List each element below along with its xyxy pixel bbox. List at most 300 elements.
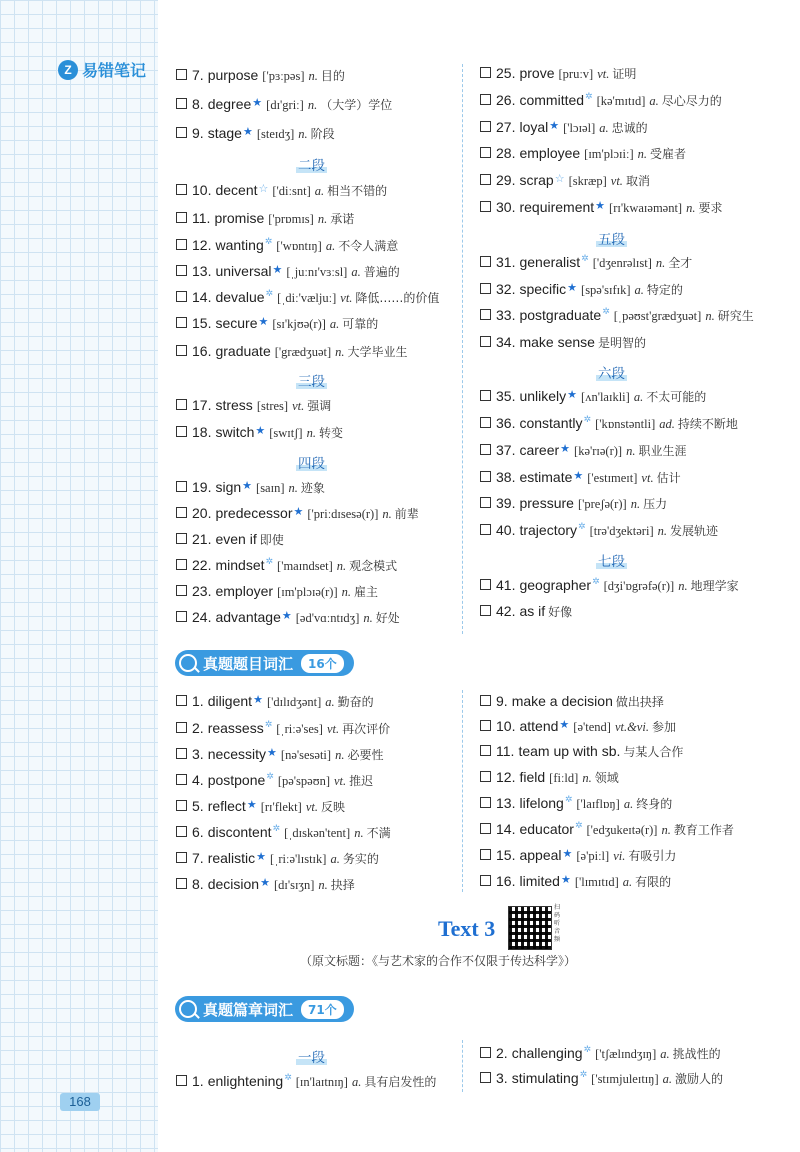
star-icon: ★ — [256, 850, 267, 863]
part-of-speech: ad. — [659, 417, 675, 431]
phonetic: ['priːdɪsesə(r)] — [307, 507, 379, 521]
part-of-speech: n. — [306, 426, 316, 440]
vocab-entry — [176, 124, 335, 144]
vocab-number: 3. — [496, 1070, 508, 1086]
checkbox[interactable] — [176, 559, 187, 570]
chinese-meaning: 发展轨迹 — [669, 524, 718, 538]
phonetic: ['laɪflɒŋ] — [576, 797, 620, 811]
checkbox[interactable] — [480, 695, 491, 706]
vocab-number: 1. — [192, 1073, 204, 1089]
star-icon: ★ — [252, 96, 263, 109]
vocab-word: requirement — [519, 199, 595, 215]
vocab-entry — [480, 768, 619, 787]
chinese-meaning: 忠诚的 — [611, 121, 648, 135]
chinese-meaning: 雇主 — [354, 585, 379, 599]
vocab-word: mindset — [215, 557, 265, 573]
vocab-word: graduate — [215, 343, 271, 359]
part-of-speech: n. — [661, 823, 671, 837]
part-of-speech: n. — [318, 878, 328, 892]
vocab-word: enlightening — [207, 1073, 284, 1089]
phonetic: [kə'rɪə(r)] — [574, 444, 623, 458]
vocab-word: even if — [215, 531, 257, 547]
phonetic: [əd'vɑːntɪdʒ] — [295, 611, 360, 625]
part-of-speech: a. — [633, 390, 644, 404]
phonetic: [sɪ'kjʊə(r)] — [272, 317, 326, 331]
sparkle-icon: ✲ — [265, 289, 274, 299]
part-of-speech: vi. — [613, 849, 626, 863]
phonetic: ['maɪndset] — [277, 559, 333, 573]
checkbox[interactable] — [480, 524, 491, 535]
vocab-word: sign — [215, 479, 242, 495]
part-of-speech: a. — [623, 797, 634, 811]
checkbox[interactable] — [480, 94, 491, 105]
vocab-word: decision — [207, 876, 260, 892]
phonetic: ['pɜːpəs] — [262, 69, 305, 83]
para-title: 六段 — [598, 362, 625, 382]
chinese-meaning: 迹象 — [300, 481, 325, 495]
chinese-meaning: 承诺 — [330, 212, 355, 226]
checkbox[interactable] — [480, 67, 491, 78]
chinese-meaning: 转变 — [318, 426, 343, 440]
part-of-speech: a. — [622, 875, 633, 889]
phonetic: [nə'sesəti] — [280, 748, 332, 762]
text-title: Text 3 — [438, 916, 496, 941]
checkbox[interactable] — [480, 256, 491, 267]
checkbox[interactable] — [176, 69, 187, 80]
vocab-word: geographer — [519, 577, 592, 593]
grid-margin — [0, 0, 158, 1152]
vocab-entry — [480, 333, 646, 352]
checkbox[interactable] — [176, 878, 187, 889]
part-of-speech: n. — [307, 98, 318, 112]
vocab-entry — [176, 1072, 436, 1093]
part-of-speech: n. — [678, 579, 688, 593]
checkbox[interactable] — [480, 720, 491, 731]
vocab-number: 5. — [192, 798, 204, 814]
search-icon — [179, 1000, 197, 1018]
checkbox[interactable] — [480, 471, 491, 482]
checkbox[interactable] — [176, 722, 187, 733]
vocab-word: team up with sb. — [518, 743, 621, 759]
part-of-speech: a. — [660, 1047, 670, 1061]
vocab-number: 16. — [192, 343, 212, 359]
phonetic: [ˌriːə'ses] — [276, 722, 323, 736]
checkbox[interactable] — [176, 345, 187, 356]
chinese-meaning: 领域 — [594, 771, 619, 785]
checkbox[interactable] — [480, 771, 491, 782]
phonetic: ['lɪmɪtɪd] — [574, 875, 619, 889]
checkbox[interactable] — [176, 265, 187, 276]
checkbox[interactable] — [480, 336, 491, 347]
para-title: 二段 — [298, 154, 325, 174]
star-icon: ☆ — [554, 172, 565, 185]
checkbox[interactable] — [176, 585, 187, 596]
sparkle-icon: ✲ — [578, 522, 586, 532]
vocab-entry — [176, 478, 325, 498]
phonetic: [trə'dʒektəri] — [589, 524, 654, 538]
vocab-word: loyal — [519, 119, 549, 135]
checkbox[interactable] — [480, 283, 491, 294]
vocab-word: trajectory — [519, 522, 578, 538]
vocab-entry — [176, 530, 284, 549]
chinese-meaning: 不满 — [366, 826, 391, 840]
vocab-entry — [176, 692, 374, 712]
phonetic: ['wɒntɪŋ] — [276, 239, 322, 253]
para-title: 三段 — [298, 370, 325, 390]
vocab-number: 8. — [192, 96, 204, 112]
para-title: 七段 — [598, 550, 625, 570]
vocab-entry — [176, 288, 439, 309]
vocab-number: 18. — [192, 424, 212, 440]
vocab-number: 12. — [192, 237, 212, 253]
vocab-number: 8. — [192, 876, 204, 892]
part-of-speech: a. — [329, 317, 340, 331]
vocab-number: 34. — [496, 334, 516, 350]
chinese-meaning: 不令人满意 — [338, 239, 399, 253]
sparkle-icon: ✲ — [602, 307, 610, 317]
checkbox[interactable] — [480, 309, 491, 320]
checkbox[interactable] — [480, 1072, 491, 1083]
section-header — [175, 996, 354, 1022]
chinese-meaning: 观念模式 — [349, 559, 398, 573]
vocab-number: 11. — [496, 743, 515, 759]
page-number: 168 — [60, 1093, 100, 1111]
vocab-word: diligent — [207, 693, 253, 709]
sparkle-icon: ✲ — [564, 795, 573, 805]
star-icon: ★ — [560, 442, 571, 455]
chinese-meaning: 具有启发性的 — [364, 1075, 437, 1089]
vocab-entry — [480, 576, 739, 597]
phonetic: [pruːv] — [558, 67, 594, 81]
phonetic: ['grædʒuət] — [274, 345, 332, 359]
star-icon: ☆ — [258, 182, 269, 195]
vocab-word: stage — [207, 125, 242, 141]
checkbox[interactable] — [480, 823, 491, 834]
section-title: 真题篇章词汇 — [203, 1000, 294, 1019]
vocab-number: 31. — [496, 254, 516, 270]
phonetic: [fiːld] — [549, 771, 579, 785]
phonetic: [ʌn'laɪkli] — [581, 390, 630, 404]
section-badge — [175, 996, 354, 1022]
vocab-entry — [480, 692, 664, 711]
chinese-meaning: 前辈 — [394, 507, 419, 521]
phonetic: [dʒi'ɒgrəfə(r)] — [603, 579, 675, 593]
vocab-entry — [176, 582, 378, 601]
vocab-entry — [176, 771, 373, 792]
vocab-word: necessity — [207, 746, 267, 762]
vocab-entry — [480, 118, 648, 138]
checkbox[interactable] — [480, 121, 491, 132]
part-of-speech: n. — [637, 147, 648, 161]
vocab-entry — [480, 846, 676, 866]
qr-code-icon[interactable] — [508, 906, 552, 950]
vocab-number: 38. — [496, 469, 516, 485]
part-of-speech: vt.&vi. — [614, 720, 649, 734]
part-of-speech: a. — [351, 265, 361, 279]
vocab-entry — [480, 794, 672, 815]
vocab-number: 29. — [496, 172, 516, 188]
vocab-number: 32. — [496, 281, 516, 297]
phonetic: [ˌjuːnɪ'vɜːsl] — [286, 265, 348, 279]
sparkle-icon: ✲ — [581, 254, 589, 264]
vocab-word: make sense — [519, 334, 595, 350]
vocab-number: 2. — [496, 1045, 508, 1061]
vocab-word: reflect — [207, 798, 246, 814]
part-of-speech: n. — [335, 748, 345, 762]
chinese-meaning: 压力 — [643, 497, 668, 511]
checkbox[interactable] — [176, 317, 187, 328]
chinese-meaning: 降低……的价值 — [355, 291, 440, 305]
vocab-entry — [176, 209, 354, 228]
part-of-speech: n. — [582, 771, 592, 785]
vocab-entry — [480, 171, 650, 191]
vocab-word: universal — [215, 263, 272, 279]
vocab-number: 40. — [496, 522, 516, 538]
chinese-meaning: 好像 — [548, 605, 573, 619]
checkbox[interactable] — [176, 481, 187, 492]
vocab-word: appeal — [519, 847, 562, 863]
vocab-word: degree — [207, 96, 252, 112]
vocab-number: 10. — [496, 718, 516, 734]
vocab-word: challenging — [511, 1045, 583, 1061]
part-of-speech: n. — [336, 559, 347, 573]
chinese-meaning: 是明智的 — [597, 336, 646, 350]
sparkle-icon: ✲ — [264, 237, 273, 247]
vocab-word: estimate — [519, 469, 573, 485]
vocab-word: decent — [215, 182, 258, 198]
chinese-meaning: 取消 — [625, 174, 650, 188]
vocab-number: 16. — [496, 873, 516, 889]
checkbox[interactable] — [480, 1047, 491, 1058]
vocab-number: 14. — [496, 821, 516, 837]
star-icon: ★ — [272, 263, 283, 276]
vocab-entry — [176, 556, 397, 577]
chinese-meaning: 职业生涯 — [638, 444, 687, 458]
vocab-number: 22. — [192, 557, 212, 573]
chinese-meaning: 可靠的 — [342, 317, 379, 331]
vocab-number: 21. — [192, 531, 212, 547]
vocab-word: secure — [215, 315, 258, 331]
checkbox[interactable] — [480, 849, 491, 860]
vocab-word: prove — [519, 65, 555, 81]
checkbox[interactable] — [176, 291, 187, 302]
vocab-number: 37. — [496, 442, 516, 458]
vocab-word: wanting — [215, 237, 264, 253]
original-title: （原文标题：《与艺术家的合作不仅限于传达科学》） — [300, 954, 577, 968]
vocab-number: 26. — [496, 92, 516, 108]
chinese-meaning: 挑战性的 — [672, 1047, 721, 1061]
section-badge — [175, 650, 354, 676]
chinese-meaning: 再次评价 — [342, 722, 391, 736]
vocab-number: 6. — [192, 824, 204, 840]
part-of-speech: n. — [655, 256, 666, 270]
vocab-word: limited — [519, 873, 560, 889]
vocab-entry — [480, 602, 572, 621]
checkbox[interactable] — [480, 497, 491, 508]
vocab-word: specific — [519, 281, 567, 297]
vocab-word: pressure — [519, 495, 574, 511]
part-of-speech: vt. — [326, 722, 340, 736]
vocab-number: 9. — [496, 693, 508, 709]
chinese-meaning: 反映 — [320, 800, 345, 814]
checkbox[interactable] — [480, 875, 491, 886]
vocab-number: 36. — [496, 415, 516, 431]
phonetic: [ə'piːl] — [576, 849, 610, 863]
vocab-number: 7. — [192, 850, 204, 866]
vocab-entry — [480, 742, 683, 761]
brand-label: 易错笔记 — [82, 61, 147, 80]
vocab-word: postpone — [207, 772, 266, 788]
vocab-entry — [480, 414, 738, 435]
vocab-entry — [480, 280, 683, 300]
checkbox[interactable] — [480, 745, 491, 756]
section-header — [175, 650, 354, 676]
vocab-number: 39. — [496, 495, 516, 511]
phonetic: [ˌdiː'væljuː] — [277, 291, 337, 305]
phonetic: [pə'spəʊn] — [277, 774, 330, 788]
checkbox[interactable] — [176, 239, 187, 250]
part-of-speech: a. — [351, 1075, 362, 1089]
chinese-meaning: 估计 — [656, 471, 681, 485]
chinese-meaning: 激励人的 — [675, 1072, 724, 1086]
chinese-meaning: 教育工作者 — [673, 823, 734, 837]
checkbox[interactable] — [480, 174, 491, 185]
sparkle-icon: ✲ — [264, 720, 273, 730]
checkbox[interactable] — [176, 852, 187, 863]
chinese-meaning: 终身的 — [636, 797, 673, 811]
vocab-number: 28. — [496, 145, 516, 161]
star-icon: ★ — [293, 505, 304, 518]
vocab-word: purpose — [207, 67, 259, 83]
phonetic: ['tʃælɪndʒɪŋ] — [595, 1047, 657, 1061]
brand-logo-icon: Z — [58, 60, 78, 80]
checkbox[interactable] — [176, 1075, 187, 1086]
checkbox[interactable] — [176, 748, 187, 759]
checkbox[interactable] — [480, 605, 491, 616]
vocab-entry — [176, 262, 400, 282]
vocab-word: field — [519, 769, 546, 785]
para-title: 一段 — [298, 1046, 325, 1066]
checkbox[interactable] — [176, 800, 187, 811]
sparkle-icon: ✲ — [266, 772, 274, 782]
checkbox[interactable] — [480, 444, 491, 455]
chinese-meaning: 有吸引力 — [628, 849, 677, 863]
checkbox[interactable] — [480, 797, 491, 808]
part-of-speech: n. — [335, 345, 345, 359]
part-of-speech: n. — [686, 201, 696, 215]
phonetic: ['lɔɪəl] — [563, 121, 596, 135]
vocab-word: generalist — [519, 254, 581, 270]
part-of-speech: vt. — [334, 774, 347, 788]
search-icon — [179, 654, 197, 672]
checkbox[interactable] — [176, 426, 187, 437]
chinese-meaning: 强调 — [307, 399, 332, 413]
vocab-word: discontent — [207, 824, 272, 840]
checkbox[interactable] — [176, 507, 187, 518]
vocab-entry — [480, 872, 671, 892]
chinese-meaning: 特定的 — [646, 283, 683, 297]
star-icon: ★ — [253, 693, 263, 706]
vocab-word: lifelong — [519, 795, 564, 811]
sparkle-icon: ✲ — [592, 577, 600, 587]
chinese-meaning: 证明 — [612, 67, 637, 81]
phonetic: [spə'sɪfɪk] — [581, 283, 631, 297]
vocab-entry — [480, 820, 734, 841]
phonetic: [ɪn'laɪtnɪŋ] — [295, 1075, 348, 1089]
checkbox[interactable] — [176, 184, 187, 195]
checkbox[interactable] — [176, 533, 187, 544]
phonetic: [rɪ'kwaɪəmənt] — [609, 201, 683, 215]
vocab-word: predecessor — [215, 505, 293, 521]
phonetic: ['estɪmeɪt] — [587, 471, 638, 485]
vocab-number: 41. — [496, 577, 516, 593]
checkbox[interactable] — [176, 127, 187, 138]
phonetic: ['edʒukeɪtə(r)] — [586, 823, 658, 837]
checkbox[interactable] — [176, 399, 187, 410]
vocab-entry — [176, 875, 355, 895]
vocab-number: 2. — [192, 720, 204, 736]
phonetic: ['kɒnstəntli] — [595, 417, 656, 431]
checkbox[interactable] — [480, 417, 491, 428]
phonetic: [kə'mɪtɪd] — [596, 94, 646, 108]
sparkle-icon: ✲ — [265, 557, 274, 567]
checkbox[interactable] — [176, 98, 187, 109]
vocab-number: 10. — [192, 182, 212, 198]
para-title: 五段 — [598, 228, 625, 248]
star-icon: ★ — [562, 847, 573, 860]
checkbox[interactable] — [480, 390, 491, 401]
section-title: 真题题目词汇 — [203, 654, 294, 673]
star-icon: ★ — [267, 746, 277, 759]
star-icon: ★ — [549, 119, 560, 132]
part-of-speech: a. — [330, 852, 340, 866]
chinese-meaning: 受雇者 — [650, 147, 687, 161]
vocab-number: 15. — [496, 847, 516, 863]
checkbox[interactable] — [480, 201, 491, 212]
vocab-number: 23. — [192, 583, 212, 599]
checkbox[interactable] — [176, 695, 187, 706]
para-title: 四段 — [298, 452, 325, 472]
checkbox[interactable] — [176, 826, 187, 837]
checkbox[interactable] — [480, 147, 491, 158]
vocab-entry — [480, 494, 667, 513]
checkbox[interactable] — [176, 774, 187, 785]
vocab-entry — [480, 91, 722, 112]
phonetic: [ɪm'plɔɪiː] — [584, 147, 634, 161]
star-icon: ★ — [560, 873, 571, 886]
chinese-meaning: 大学毕业生 — [347, 345, 408, 359]
vocab-number: 9. — [192, 125, 204, 141]
checkbox[interactable] — [480, 579, 491, 590]
part-of-speech: n. — [298, 127, 308, 141]
chinese-meaning: 研究生 — [717, 309, 754, 323]
checkbox[interactable] — [176, 212, 187, 223]
vocab-number: 4. — [192, 772, 204, 788]
chinese-meaning: 持续不断地 — [677, 417, 738, 431]
star-icon: ★ — [573, 469, 584, 482]
vocab-entry — [176, 797, 345, 817]
part-of-speech: n. — [630, 497, 641, 511]
chinese-meaning: 参加 — [651, 720, 676, 734]
sparkle-icon: ✲ — [579, 1070, 588, 1080]
checkbox[interactable] — [176, 611, 187, 622]
vocab-number: 24. — [192, 609, 212, 625]
part-of-speech: a. — [649, 94, 659, 108]
chinese-meaning: 做出抉择 — [615, 695, 664, 709]
vocab-word: promise — [214, 210, 265, 226]
vocab-word: committed — [519, 92, 585, 108]
phonetic: [saɪn] — [256, 481, 285, 495]
